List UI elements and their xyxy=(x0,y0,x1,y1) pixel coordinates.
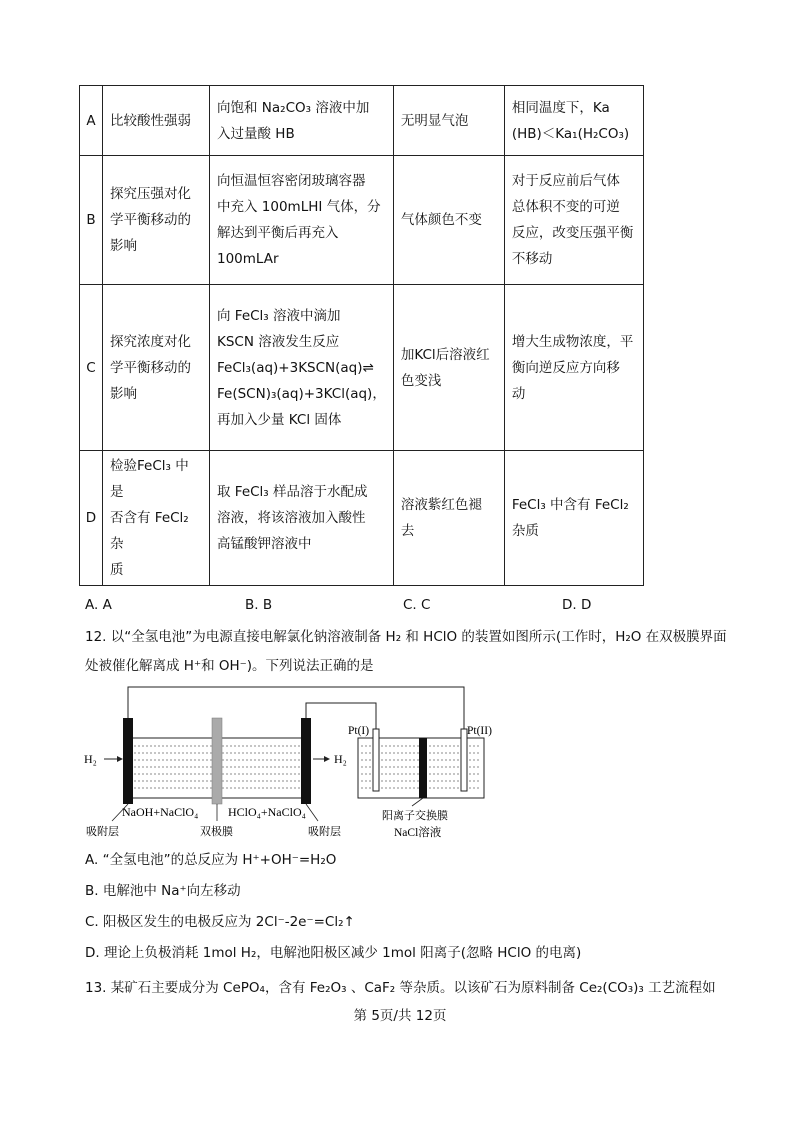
operation-cell: 取 FeCl₃ 样品溶于水配成 溶液，将该溶液加入酸性 高锰酸钾溶液中 xyxy=(210,451,394,586)
bipolar-membrane xyxy=(212,718,222,804)
bipolar-label: 双极膜 xyxy=(200,826,233,838)
q12-option-b: B. 电解池中 Na⁺向左移动 xyxy=(85,883,241,899)
row-label: A xyxy=(80,86,103,156)
h2-right-label: H₂ xyxy=(334,752,347,766)
phenomenon-cell: 无明显气泡 xyxy=(393,86,504,156)
page-footer: 第 5页/共 12页 xyxy=(353,1008,447,1024)
option-c: C. C xyxy=(403,597,431,613)
operation-cell: 向 FeCl₃ 溶液中滴加 KSCN 溶液发生反应 FeCl₃(aq)+3KSCN(aq)⇌ Fe(SCN)₃(aq)+3KCl(aq)， 再加入少量 KCl 固体 xyxy=(210,285,394,451)
cation-exchange-membrane xyxy=(419,738,427,798)
electrolysis-diagram xyxy=(82,683,522,843)
pt2-electrode xyxy=(461,729,467,791)
pt1-electrode xyxy=(373,729,379,791)
table-row xyxy=(80,285,644,451)
phenomenon-cell: 加KCl后溶液红 色变浅 xyxy=(393,285,504,451)
q12-option-a: A. “全氢电池”的总反应为 H⁺+OH⁻=H₂O xyxy=(85,852,337,868)
adsorb-right-label: 吸附层 xyxy=(308,826,341,838)
adsorb-left-label: 吸附层 xyxy=(86,826,119,838)
purpose-cell: 比较酸性强弱 xyxy=(103,86,210,156)
q12-stem-line1: 12. 以“全氢电池”为电源直接电解氯化钠溶液制备 H₂ 和 HClO 的装置如图所示(工作时，H₂O 在双极膜界面 xyxy=(85,629,727,645)
row-label: B xyxy=(80,156,103,285)
row-label: C xyxy=(80,285,103,451)
table-row xyxy=(80,86,644,156)
q12-option-c: C. 阳极区发生的电极反应为 2Cl⁻-2e⁻=Cl₂↑ xyxy=(85,914,355,930)
membrane-label: 阳离子交换膜 xyxy=(382,810,448,822)
conclusion-cell: 增大生成物浓度，平 衡向逆反应方向移 动 xyxy=(504,285,643,451)
option-a: A. A xyxy=(85,597,112,613)
h2-left-label: H₂ xyxy=(84,752,97,766)
phenomenon-cell: 溶液紫红色褪 去 xyxy=(393,451,504,586)
operation-cell: 向恒温恒容密闭玻璃容器 中充入 100mLHI 气体，分 解达到平衡后再充入 100mLAr xyxy=(210,156,394,285)
conclusion-cell: 相同温度下，Ka (HB)＜Ka₁(H₂CO₃) xyxy=(504,86,643,156)
phenomenon-cell: 气体颜色不变 xyxy=(393,156,504,285)
table-row xyxy=(80,451,644,586)
purpose-cell: 探究浓度对化 学平衡移动的 影响 xyxy=(103,285,210,451)
wire-top xyxy=(128,687,464,735)
adsorb-layer-right xyxy=(301,718,311,804)
left-solution-label: NaOH+NaClO₄ xyxy=(122,805,199,819)
pt1-label: Pt(I) xyxy=(348,725,370,737)
operation-cell: 向饱和 Na₂CO₃ 溶液中加 入过量酸 HB xyxy=(210,86,394,156)
table-row xyxy=(80,156,644,285)
q12-stem-line2: 处被催化解离成 H⁺和 OH⁻)。下列说法正确的是 xyxy=(85,658,374,674)
right-solution-label: HClO₄+NaClO₄ xyxy=(228,805,306,819)
adsorb-layer-left xyxy=(123,718,133,804)
q13-stem: 13. 某矿石主要成分为 CePO₄，含有 Fe₂O₃ 、CaF₂ 等杂质。以该矿石为原料制备 Ce₂(CO₃)₃ 工艺流程如 xyxy=(85,980,716,996)
q12-option-d: D. 理论上负极消耗 1mol H₂，电解池阳极区减少 1mol 阳离子(忽略 HClO 的电离) xyxy=(85,945,582,961)
option-d: D. D xyxy=(562,597,592,613)
pt2-label: Pt(II) xyxy=(467,725,492,737)
experiment-table xyxy=(79,85,644,586)
option-b: B. B xyxy=(245,597,273,613)
purpose-cell: 检验FeCl₃ 中是 否含有 FeCl₂ 杂 质 xyxy=(103,451,210,586)
conclusion-cell: FeCl₃ 中含有 FeCl₂ 杂质 xyxy=(504,451,643,586)
row-label: D xyxy=(80,451,103,586)
purpose-cell: 探究压强对化 学平衡移动的 影响 xyxy=(103,156,210,285)
nacl-label: NaCl溶液 xyxy=(394,827,442,839)
conclusion-cell: 对于反应前后气体 总体积不变的可逆 反应，改变压强平衡 不移动 xyxy=(504,156,643,285)
